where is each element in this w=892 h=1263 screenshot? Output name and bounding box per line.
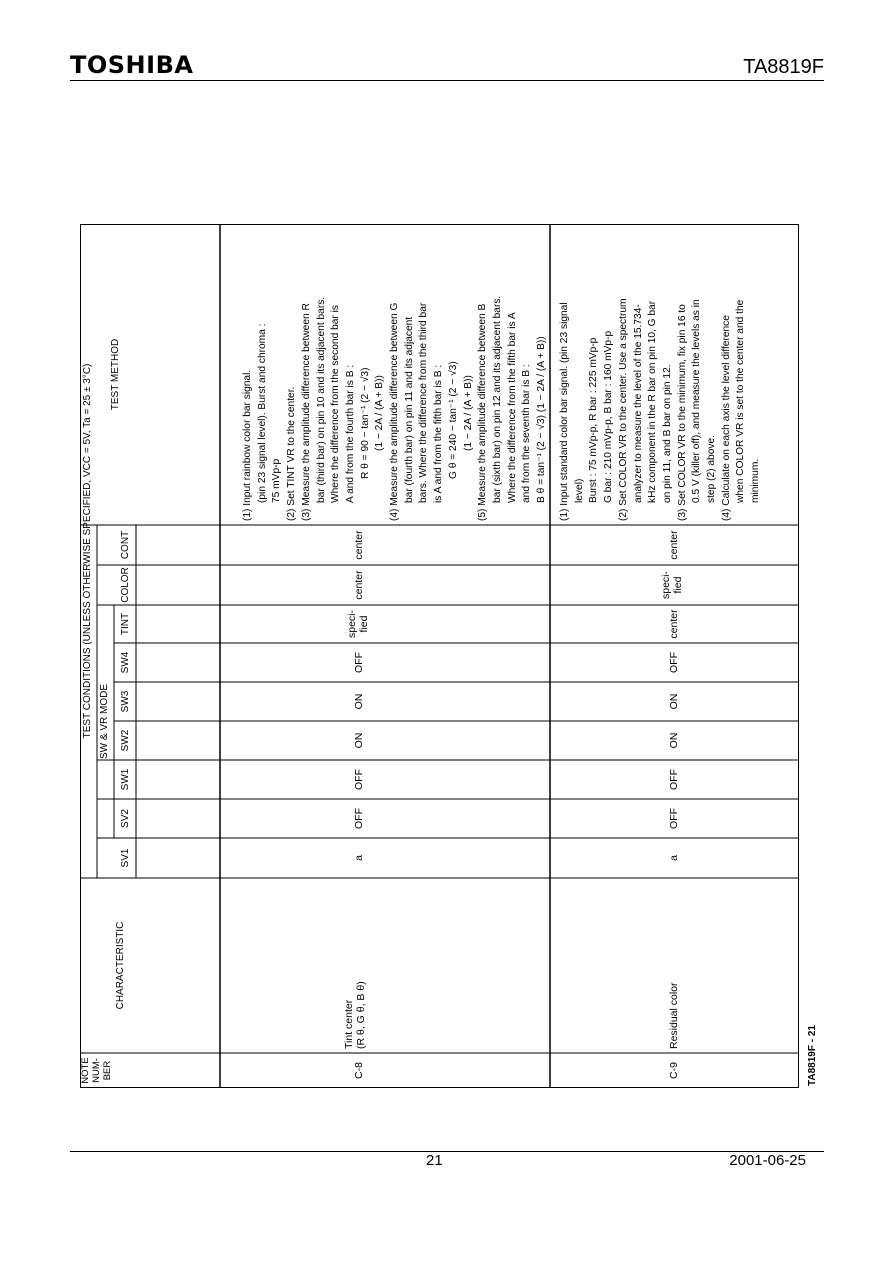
test-method-header: TEST METHOD <box>110 338 121 411</box>
method-c8-step2: (2) Set TINT VR to the center. <box>286 386 298 521</box>
method-c8-step3-line4: A and from the fourth bar is B : <box>344 364 356 503</box>
characteristic-c9: Residual color <box>668 982 680 1049</box>
sw3-value-c9: ON <box>668 693 680 710</box>
method-c8-b-formula: B θ = tan⁻¹ (2 − √3) (1 − 2A / (A + B)) <box>536 336 548 503</box>
tint-header: TINT <box>120 612 131 636</box>
method-c9-step4-line2: when COLOR VR is set to the center and the <box>735 299 747 503</box>
sv2-value-c9: OFF <box>668 808 680 829</box>
method-c8-step4-line3: bars. Where the difference from the third bar <box>418 302 430 503</box>
note-number-c8: C-8 <box>353 1062 365 1079</box>
tint-value-c9: center <box>668 609 680 639</box>
method-c8-step3-line3: Where the difference from the second bar is <box>330 304 342 503</box>
method-c9-step2-line4: on pin 11, and B bar on pin 12. <box>661 364 673 503</box>
cont-value-c9: center <box>668 530 680 560</box>
characteristic-c8-name: Tint center <box>343 999 355 1049</box>
brand-logo: TOSHIBA <box>70 51 194 79</box>
color-value-c9: speci-fied <box>660 571 685 600</box>
method-c9-step3: (3) Set COLOR VR to the minimum, fix pin 16 to <box>676 304 688 521</box>
publish-date: 2001-06-25 <box>729 1152 806 1169</box>
method-c9-step4: (4) Calculate on each axis the level difference <box>720 315 732 521</box>
note-number-c9: C-9 <box>668 1062 680 1079</box>
sw4-header: SW4 <box>120 651 131 674</box>
method-c9-step1-line2: level) <box>573 478 585 503</box>
method-c9-step2: (2) Set COLOR VR to the center. Use a spectrum <box>617 298 629 521</box>
test-conditions-table <box>80 224 818 1088</box>
method-c8-r-formula: R θ = 90 − tan⁻¹ (2 − √3) <box>359 367 371 479</box>
characteristic-c8 <box>343 881 367 1049</box>
part-number: TA8819F <box>743 56 824 78</box>
method-c9-step1-line4: G bar : 210 mVp-p, B bar : 160 mVp-p <box>603 330 615 503</box>
method-c8-step1: (1) Input rainbow color bar signal. <box>242 369 253 521</box>
method-c8-step5: (5) Measure the amplitude difference between B <box>477 303 489 521</box>
sw1-header: SW1 <box>120 768 131 791</box>
header-rule <box>70 80 824 81</box>
characteristic-c8-params: (R θ, G θ, B θ) <box>355 981 368 1049</box>
method-c9-step4-line3: minimum. <box>750 458 762 503</box>
method-c8-step3-line2: bar (third bar) on pin 10 and its adjacent bars. <box>315 296 327 503</box>
method-c8-step4-line2: bar (fourth bar) on pin 11 and its adjacent <box>403 316 415 503</box>
sw1-value-c8: OFF <box>353 769 365 790</box>
method-c8-step4-line4: is A and from the fifth bar is B : <box>433 364 445 503</box>
method-c8-step1-line2: (pin 23 signal level). Burst and chroma : <box>256 323 268 503</box>
method-c8-g-formula: G θ = 240 − tan⁻¹ (2 − √3) <box>447 361 459 479</box>
method-c8-g-formula-2: (1 − 2A / (A + B)) <box>462 375 474 451</box>
color-header: COLOR <box>120 567 131 603</box>
note-number-header: NOTE NUM-BER <box>80 1057 113 1084</box>
method-c9-step1: (1) Input standard color bar signal. (pin 23 signal <box>559 302 570 521</box>
test-method-c9 <box>558 229 764 521</box>
method-c8-step3: (3) Measure the amplitude difference between R <box>300 303 312 521</box>
sw2-value-c9: ON <box>668 732 680 749</box>
sw-vr-mode-label: SW & VR MODE <box>99 684 110 760</box>
sw1-value-c9: OFF <box>668 769 680 790</box>
method-c8-step5-line4: and from the seventh bar is B : <box>521 364 533 503</box>
method-c9-step1-line3: Burst : 75 mVp-p, R bar : 225 mVp-p <box>588 337 600 503</box>
method-c8-step1-line3: 75 mVp-p <box>271 458 283 503</box>
method-c8-step5-line3: Where the difference from the fifth bar is A <box>506 312 518 503</box>
method-c8-step4: (4) Measure the amplitude difference between G <box>389 302 401 521</box>
method-c9-step2-line2: analyzer to measure the level of the 15.734- <box>632 304 644 503</box>
sw3-header: SW3 <box>120 690 131 713</box>
sw2-header: SW2 <box>120 729 131 752</box>
test-conditions-title: TEST CONDITIONS (UNLESS OTHERWISE SPECIFIED, VCC = 5V, Ta = 25 ± 3°C) <box>82 363 93 739</box>
page-number: 21 <box>426 1152 443 1169</box>
sidebar-page-label: TA8819F - 21 <box>807 1025 818 1086</box>
method-c8-step5-line2: bar (sixth bar) on pin 12 and its adjacent bars. <box>491 295 503 503</box>
sv1-value-c8: a <box>353 855 365 861</box>
sv1-header: SV1 <box>120 848 131 868</box>
sw4-value-c9: OFF <box>668 652 680 673</box>
sw3-value-c8: ON <box>353 693 365 710</box>
footer-rule <box>70 1151 824 1152</box>
tint-value-c8: speci-fied <box>346 610 371 639</box>
sv2-header: SV2 <box>120 809 131 828</box>
method-c8-r-formula-2: (1 − 2A / (A + B)) <box>374 375 386 451</box>
test-method-c8 <box>241 229 550 521</box>
cont-header: CONT <box>120 530 131 560</box>
cont-value-c8: center <box>353 530 365 560</box>
method-c9-step3-line3: step (2) above. <box>706 435 718 503</box>
sw4-value-c8: OFF <box>353 652 365 673</box>
sv1-value-c9: a <box>668 855 680 861</box>
method-c9-step3-line2: 0.5 V (killer off), and measure the levels as in <box>691 299 703 503</box>
color-value-c8: center <box>353 570 365 600</box>
sw2-value-c8: ON <box>353 732 365 749</box>
method-c9-step2-line3: kHz component in the R bar on pin 10, G bar <box>647 300 659 503</box>
characteristic-header: CHARACTERISTIC <box>115 921 126 1010</box>
sv2-value-c8: OFF <box>353 808 365 829</box>
